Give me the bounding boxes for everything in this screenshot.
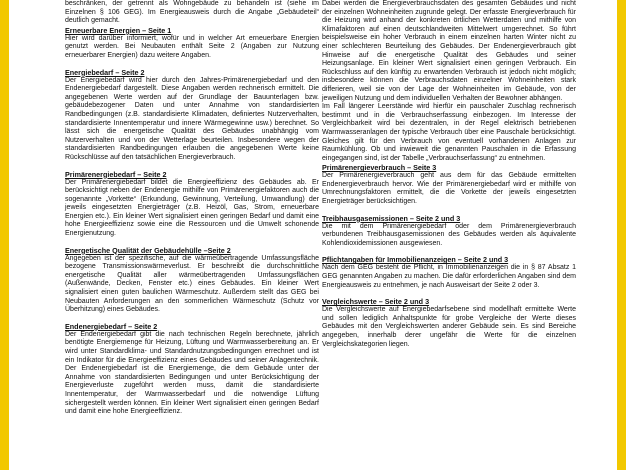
section-heading: Energiebedarf – Seite 2 (65, 67, 145, 77)
section-vergleichswerte (322, 297, 576, 349)
section-primaerenergieverbrauch (322, 163, 576, 206)
section-erneuerbare-energien (65, 26, 319, 61)
left-column (65, 0, 319, 424)
section-text: Die Vergleichswerte auf Energiebedarfsebene sind modellhaft ermittelte Werte und sollen lediglich Anhaltspunkte für grobe Vergleiche der Werte dieses Gebäudes mit den Vergleichswerten anderer Gebäude sein. Es sind Bereiche angegeben, innerhalb derer ungefähr die Werte für die einzelnen Vergleichskategorien liegen. (322, 306, 576, 348)
document-page (9, 0, 617, 470)
right-column (322, 0, 576, 356)
section-heading: Pflichtangaben für Immobilienanzeigen – Seite 2 und 3 (322, 255, 509, 265)
section-text: Der Primärenergieverbrauch geht aus dem für das Gebäude ermittelten Endenergieverbrauch hervor. Wie der Primärenergiebedarf wird er mithilfe von Umrechnungsfaktoren ermittelt, die die Vorkette der jeweils eingesetzten Energieträger berücksichtigen. (322, 172, 576, 206)
section-pflichtangaben (322, 255, 576, 290)
intro-paragraph: beschränken, der getrennt als Wohngebäude zu behandeln ist (siehe im Einzelnen § 106 GEG). Im Energieausweis durch die Angabe „Gebäudeteil“ deutlich gemacht. (65, 0, 319, 25)
section-energiebedarf (65, 68, 319, 163)
section-text: Angegeben ist der spezifische, auf die wärmeübertragende Umfassungsfläche bezogene Transmissionswärmeverlust. Er beschreibt die durchschnittliche energetische Qualität aller wärmeübertragenden Umfassungsflächen (Außenwände, Decken, Fenster etc.) eines Gebäudes. Ein kleiner Wert signalisiert einen guten baulichen Wärmeschutz. Außerdem stellt das GEG bei Neubauten Anforderungen an den sommerlichen Wärmeschutz (Schutz vor Überhitzung) eines Gebäudes. (65, 254, 319, 314)
intro-paragraph: Dabei werden die Energieverbrauchsdaten des gesamten Gebäudes und nicht der einzelnen Wohneinheiten zugrunde gelegt. Der erfasste Energieverbrauch für die Heizung wird anhand der konkreten örtlichen Wetterdaten und mithilfe von Klimafaktoren auf einen deutschlandweiten Mittelwert umgerechnet. So führt beispielsweise ein hoher Verbrauch in einem einzelnen harten Winter nicht zu einer schlechteren Beurteilung des Gebäudes. Der Endenergieverbrauch gibt Hinweise auf die energetische Qualität des Gebäudes und seiner Heizungsanlage. Ein kleiner Wert signalisiert einen geringen Verbrauch. Ein Rückschluss auf den künftig zu erwartenden Verbrauch ist jedoch nicht möglich; insbesondere können die Verbrauchsdaten einzelner Wohneinheiten stark differieren, weil sie von der Lage der Wohneinheiten im Gebäude, von der jeweiligen Nutzung und dem individuellen Verhalten der Bewohner abhängen. (322, 0, 576, 102)
section-text: Hier wird darüber informiert, wofür und in welcher Art erneuerbare Energien genutzt werden. Bei Neubauten enthält Seite 2 (Angaben zur Nutzung erneuerbarer Energien) dazu weitere Angaben. (65, 34, 319, 59)
section-heading: Energetische Qualität der Gebäudehülle –Seite 2 (65, 245, 231, 255)
section-heading: Primärenergiebedarf – Seite 2 (65, 169, 167, 179)
section-text: Nach dem GEG besteht die Pflicht, in Immobilienanzeigen die in § 87 Absatz 1 GEG genannten Angaben zu machen. Die dafür erforderlichen Angaben sind dem Energieausweis zu entnehmen, je nach Ausweisart der Seite 2 oder 3. (322, 264, 576, 289)
section-text: Der Energiebedarf wird hier durch den Jahres-Primärenergiebedarf und den Endenergiebedarf dargestellt. Diese Angaben werden rechnerisch ermittelt. Die angegebenen Werte werden auf der Grundlage der Bauunterlagen bzw. gebäudebezogener Daten und unter Annahme von standardisierten Randbedingungen (z.B. standardisierte Klimadaten, definiertes Nutzerverhalten, standardisierte Innentemperatur und innere Wärmegewinne usw.) berechnet. So lässt sich die energetische Qualität des Gebäudes unabhängig vom Nutzerverhalten und von der Wetterlage beurteilen. Insbesondere wegen der standardisierten Randbedingungen erlauben die angegebenen Werte keine Rückschlüsse auf den tatsächlichen Energieverbrauch. (65, 76, 319, 161)
section-treibhausgasemissionen (322, 214, 576, 249)
section-gebaeudehuelle (65, 246, 319, 315)
section-heading: Erneuerbare Energien – Seite 1 (65, 25, 172, 35)
section-text: Der Primärenergiebedarf bildet die Energieeffizienz des Gebäudes ab. Er berücksichtigt neben der Endenergie mithilfe von Primärenergiefaktoren auch die sogenannte „Vorkette“ (Erkundung, Gewinnung, Verteilung, Umwandlung) der jeweils eingesetzten Energieträger (z.B. Heizöl, Gas, Strom, erneuerbare Energien etc.). Ein kleiner Wert signalisiert einen geringen Bedarf und damit eine hohe Energieeffizienz sowie eine die Ressourcen und die Umwelt schonende Energienutzung. (65, 178, 319, 238)
section-primaerenergiebedarf (65, 170, 319, 239)
section-heading: Endenergiebedarf – Seite 2 (65, 321, 158, 331)
section-heading: Vergleichswerte – Seite 2 und 3 (322, 297, 430, 307)
intro-paragraph-2: Im Fall längerer Leerstände wird hierfür ein pauschaler Zuschlag rechnerisch bestimmt und in die Verbrauchserfassung einbezogen. Im Interesse der Vergleichbarkeit wird bei dezentralen, in der Regel elektrisch betriebenen Warmwasseranlagen der typische Verbrauch über eine Pauschale berücksichtigt. Gleiches gilt für den Verbrauch von eventuell vorhandenen Anlagen zur Raumkühlung. Ob und inwieweit die genannten Pauschalen in die Erfassung eingegangen sind, ist der Tabelle „Verbrauchserfassung“ zu entnehmen. (322, 103, 576, 162)
section-text: Der Endenergiebedarf gibt die nach technischen Regeln berechnete, jährlich benötigte Energiemenge für Heizung, Lüftung und Warmwasserbereitung an. Er wird unter Standardklima- und Standardnutzungsbedingungen errechnet und ist ein Indikator für die Energieeffizienz eines Gebäudes und seiner Anlagentechnik. Der Endenergiebedarf ist die Energiemenge, die dem Gebäude unter der Annahme von standardisierten Bedingungen und unter Berücksichtigung der Energieverluste zugeführt werden muss, damit die standardisierte Innentemperatur, der Warmwasserbedarf und die notwendige Lüftung sichergestellt werden können. Ein kleiner Wert signalisiert einen geringen Bedarf und damit eine hohe Energieeffizienz. (65, 330, 319, 416)
section-heading: Primärenergieverbrauch – Seite 3 (322, 163, 437, 173)
section-endenergiebedarf (65, 322, 319, 417)
section-text: Die mit dem Primärenergiebedarf oder dem Primärenergieverbrauch verbundenen Treibhausgasemissionen des Gebäudes werden als äquivalente Kohlendioxidemissionen ausgewiesen. (322, 222, 576, 247)
section-heading: Treibhausgasemissionen – Seite 2 und 3 (322, 213, 461, 223)
